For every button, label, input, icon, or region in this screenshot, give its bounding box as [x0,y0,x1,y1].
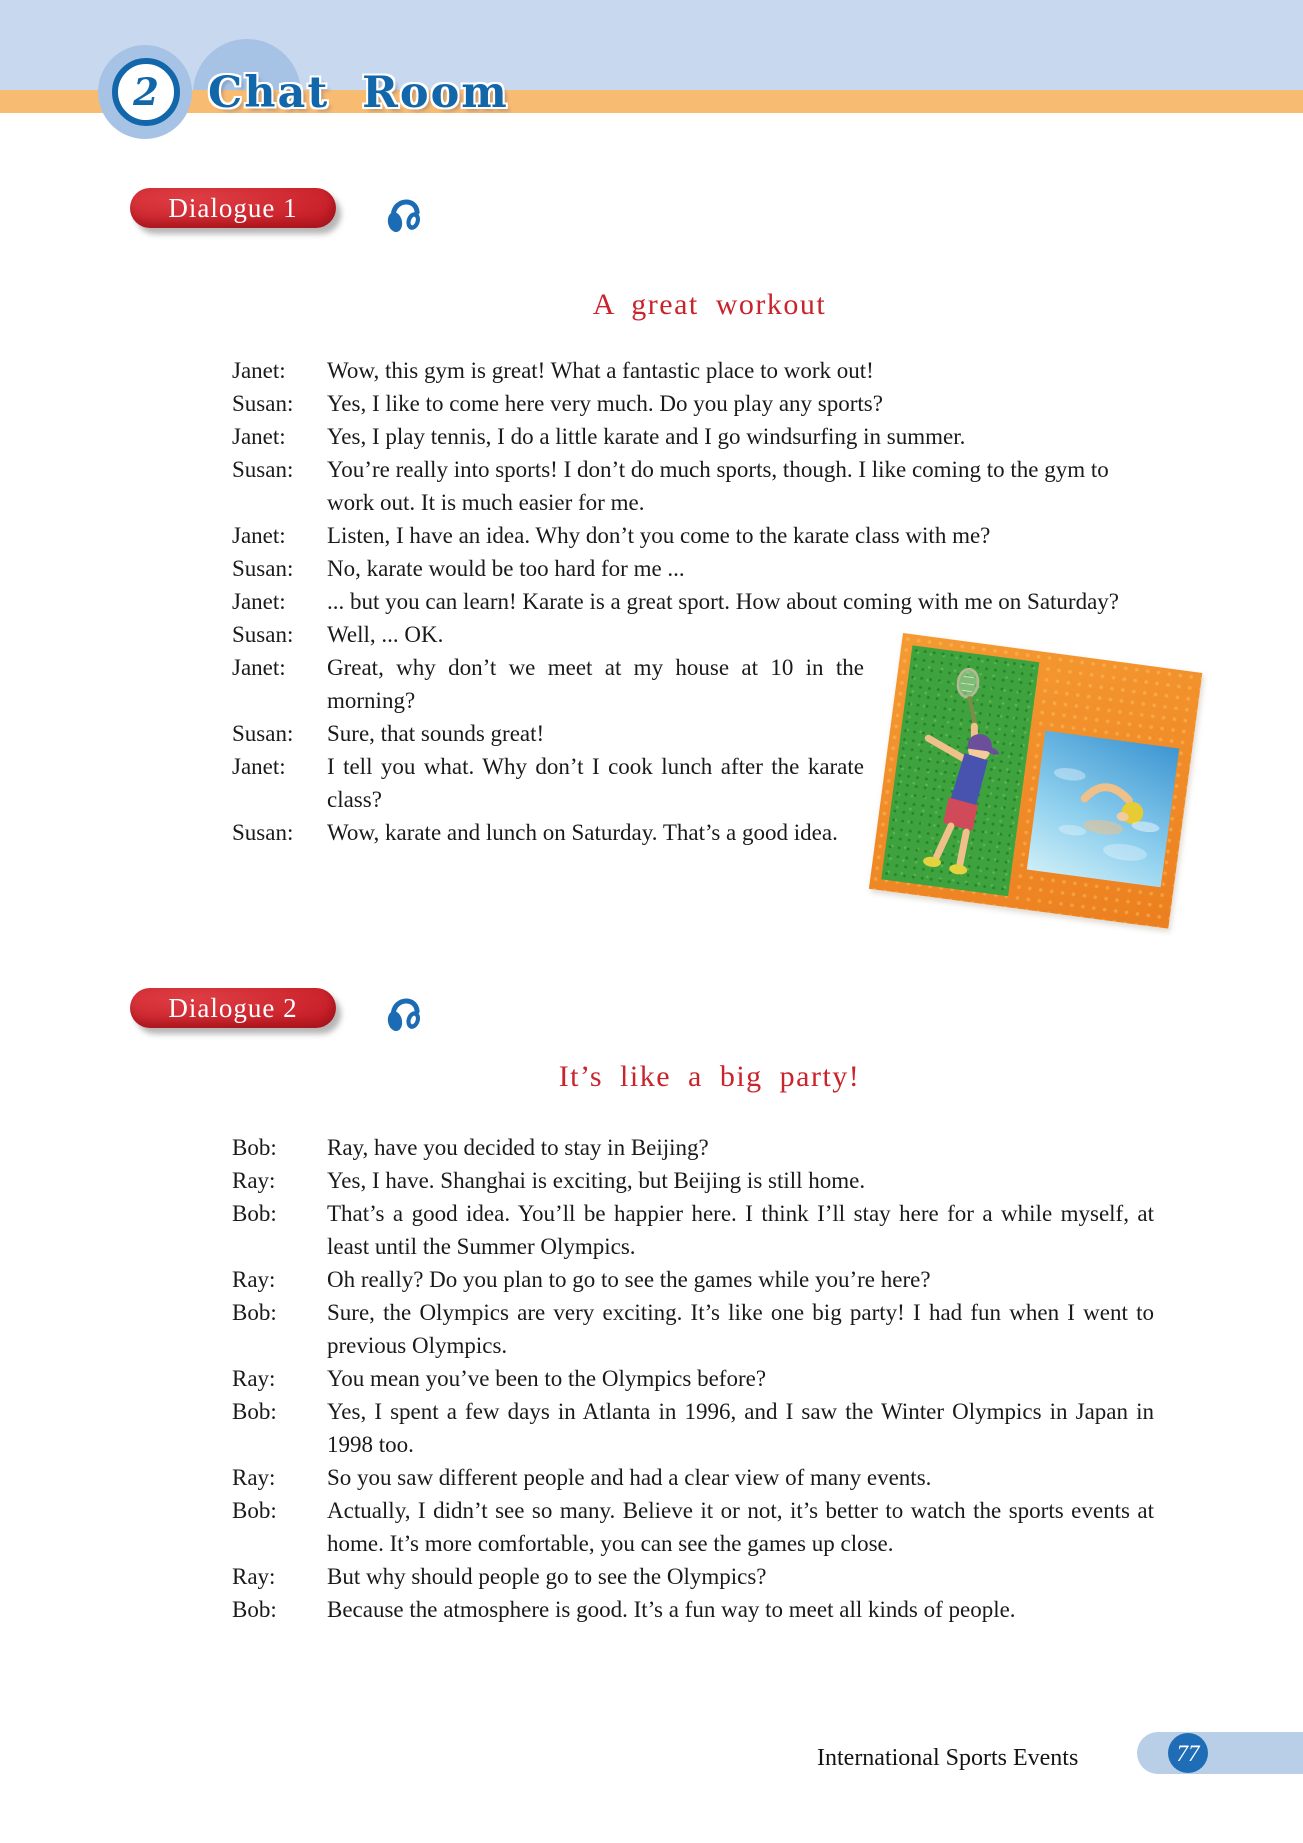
dialogue-turn [232,1494,1154,1560]
turn-text: Yes, I like to come here very much. Do you play any sports? [327,391,883,416]
speaker-name: Susan: [232,556,294,581]
turn-text: Oh really? Do you plan to go to see the games while you’re here? [327,1267,931,1292]
turn-text: Sure, that sounds great! [327,721,545,746]
turn-text: Wow, karate and lunch on Saturday. That’s a good idea. [327,820,838,845]
speaker-name: Janet: [232,358,286,383]
dialogue-turn [232,552,1154,585]
dialogue-turn [232,1395,1154,1461]
tennis-player-drawing [881,645,1039,896]
speaker-name: Ray: [232,1366,276,1391]
dialogue-1-badge [130,188,336,228]
turn-text: No, karate would be too hard for me ... [327,556,685,581]
dialogue-turn [232,453,1154,519]
dialogue-turn [232,585,1154,618]
dialogue-turn [232,1197,1154,1263]
speaker-name: Ray: [232,1168,276,1193]
dialogue-turn [232,1164,1154,1197]
dialogue-1-badge-label: Dialogue 1 [168,192,298,223]
page-title: Chat Room [208,68,509,118]
dialogue-2-badge [130,988,336,1028]
speaker-name: Susan: [232,721,294,746]
speaker-name: Bob: [232,1399,277,1424]
speaker-name: Ray: [232,1465,276,1490]
turn-text: Great, why don’t we meet at my house at 10 in the morning? [327,655,864,713]
turn-text: ... but you can learn! Karate is a great sport. How about coming with me on Saturday? [327,589,1119,614]
dialogue-1-title: A great workout [592,288,827,321]
dialogue-turn [232,1263,1154,1296]
speaker-name: Bob: [232,1300,277,1325]
turn-text: So you saw different people and had a clear view of many events. [327,1465,932,1490]
page-number-circle [1168,1733,1208,1773]
dialogue-turn [232,354,1154,387]
turn-text: Yes, I play tennis, I do a little karate and I go windsurfing in summer. [327,424,966,449]
turn-text: I tell you what. Why don’t I cook lunch after the karate class? [327,754,864,812]
speaker-name: Janet: [232,589,286,614]
speaker-name: Janet: [232,424,286,449]
dialogue-turn [232,420,1154,453]
sports-illustration [869,633,1202,929]
speaker-name: Bob: [232,1135,277,1160]
speaker-name: Janet: [232,523,286,548]
speaker-name: Bob: [232,1498,277,1523]
turn-text: Yes, I spent a few days in Atlanta in 1996, and I saw the Winter Olympics in Japan in 1998 too. [327,1399,1154,1457]
swimmer-drawing [1027,731,1179,888]
speaker-name: Janet: [232,754,286,779]
dialogue-turn [232,1560,1154,1593]
dialogue-turn [232,1593,1154,1626]
turn-text: Actually, I didn’t see so many. Believe it or not, it’s better to watch the sports events at home. It’s more comfortable, you can see the games up close. [327,1498,1154,1556]
speaker-name: Susan: [232,391,294,416]
unit-number-circle [112,58,180,126]
turn-text: Yes, I have. Shanghai is exciting, but Beijing is still home. [327,1168,866,1193]
turn-text: You’re really into sports! I don’t do much sports, though. I like coming to the gym to work out. It is much easier for me. [327,457,1109,515]
dialogue-2-badge-label: Dialogue 2 [168,992,298,1023]
turn-text: Wow, this gym is great! What a fantastic place to work out! [327,358,874,383]
dialogue-2-title: It’s like a big party! [558,1060,861,1093]
tennis-player-illustration [881,645,1039,896]
speaker-name: Bob: [232,1597,277,1622]
dialogue-turn [232,1362,1154,1395]
header-band [0,0,1303,113]
dialogue-turn [232,387,1154,420]
turn-text: But why should people go to see the Olympics? [327,1564,767,1589]
turn-text: You mean you’ve been to the Olympics before? [327,1366,767,1391]
dialogue-turn [232,1131,1154,1164]
headphones-icon [387,191,421,235]
dialogue-turn [232,519,1154,552]
footer-chapter-title: International Sports Events [817,1745,1079,1771]
headphones-icon [387,990,421,1034]
speaker-name: Bob: [232,1201,277,1226]
speaker-name: Susan: [232,457,294,482]
header-orange-bar [0,90,1303,113]
speaker-name: Susan: [232,820,294,845]
turn-text: Because the atmosphere is good. It’s a fun way to meet all kinds of people. [327,1597,1016,1622]
dialogue-turn [232,618,1154,651]
speaker-name: Janet: [232,655,286,680]
turn-text: Listen, I have an idea. Why don’t you come to the karate class with me? [327,523,991,548]
swimmer-illustration [1027,731,1179,888]
page-number: 77 [1176,1740,1200,1766]
turn-text: Sure, the Olympics are very exciting. It’s like one big party! I had fun when I went to previous Olympics. [327,1300,1154,1358]
turn-text: That’s a good idea. You’ll be happier here. I think I’ll stay here for a while myself, at least until the Summer Olympics. [327,1201,1154,1259]
turn-text: Well, ... OK. [327,622,444,647]
page-number-pill [1137,1732,1303,1774]
turn-text: Ray, have you decided to stay in Beijing? [327,1135,709,1160]
speaker-name: Ray: [232,1564,276,1589]
speaker-name: Ray: [232,1267,276,1292]
dialogue-turn [232,1461,1154,1494]
unit-number: 2 [133,69,159,114]
dialogue-turn [232,1296,1154,1362]
dialogue-2 [232,1131,1154,1626]
speaker-name: Susan: [232,622,294,647]
